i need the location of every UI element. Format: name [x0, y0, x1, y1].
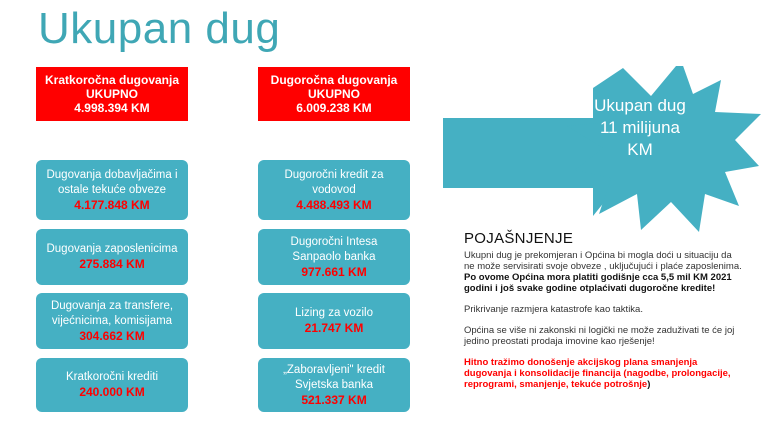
- long-term-item: [258, 160, 410, 220]
- item-label: Kratkoročni krediti: [65, 371, 159, 383]
- explanation-paragraph: Prikrivanje razmjera katastrofe kao taktika.: [464, 304, 643, 315]
- long-term-total-box: [258, 67, 410, 121]
- explanation-text: Ukupni dug je prekomjeran i Općina bi mogla doći u situaciju da ne može servisirati svoje obveze , uključujući i plaće zaposlenima.: [464, 250, 742, 272]
- item-amount: 240.000 KM: [79, 385, 145, 399]
- page-title: Ukupan dug: [38, 4, 281, 53]
- explanation-paragraph: Općina se više ni zakonski ni logički ne može zaduživati te će joj jedino preostati prodaja imovine kao rješenje!: [464, 325, 735, 347]
- item-label: vijećnicima, komisijama: [51, 314, 173, 327]
- item-label: vodovod: [312, 183, 356, 196]
- long-term-item: [258, 229, 410, 285]
- short-term-item: [36, 160, 188, 220]
- item-label: Svjetska banka: [295, 378, 373, 391]
- item-label: Dugovanja za transfere,: [50, 299, 174, 312]
- item-amount: 304.662 KM: [79, 328, 145, 343]
- item-amount: 521.337 KM: [301, 392, 367, 407]
- item-label: Lizing za vozilo: [295, 307, 373, 319]
- long-term-total-amount: 6.009.238 KM: [296, 101, 372, 115]
- item-amount: 4.177.848 KM: [74, 197, 150, 212]
- item-amount: 4.488.493 KM: [296, 197, 372, 212]
- long-term-item: [258, 358, 410, 412]
- short-term-total-sublabel: UKUPNO: [85, 87, 138, 101]
- total-debt-star-label: [580, 95, 700, 161]
- star-line: KM: [627, 140, 653, 159]
- long-term-total-sublabel: UKUPNO: [307, 87, 360, 101]
- explanation-red-text: Hitno tražimo donošenje akcijskog plana smanjenja dugovanja i konsolidacije financija (nagodbe, prolongacije, reprogrami, smanjenje, tekuće potrošnje: [464, 357, 731, 390]
- short-term-total-amount: 4.998.394 KM: [74, 101, 150, 115]
- explanation-paragraph: [464, 250, 742, 294]
- short-term-item: [36, 293, 188, 349]
- long-term-item: [258, 293, 410, 349]
- short-term-item: [36, 229, 188, 285]
- explanation-paragraph: [464, 357, 742, 390]
- item-label: Dugovanja dobavljačima i: [46, 168, 178, 181]
- long-term-total-label: Dugoročna dugovanja: [270, 73, 398, 87]
- explanation-heading: POJAŠNJENJE: [464, 230, 574, 247]
- short-term-total-label: Kratkoročna dugovanja: [44, 73, 180, 87]
- star-line: Ukupan dug: [594, 96, 686, 115]
- explanation-bold-text: Po ovome Općina mora platiti godišnje cca 5,5 mil KM 2021 godini i još svake godine otplaćivati dugoročne kredite!: [464, 272, 732, 294]
- short-term-item: [36, 358, 188, 412]
- short-term-total-box: [36, 67, 188, 121]
- item-label: Sanpaolo banka: [292, 250, 376, 263]
- explanation-tail: ): [647, 379, 651, 390]
- item-amount: 977.661 KM: [301, 264, 367, 279]
- star-line: 11 milijuna: [599, 118, 680, 137]
- item-label: ostale tekuće obveze: [57, 183, 167, 196]
- item-amount: 275.884 KM: [79, 257, 145, 271]
- item-label: Dugoročni Intesa: [290, 235, 378, 248]
- item-label: „Zaboravljeni" kredit: [283, 363, 385, 376]
- item-label: Dugoročni kredit za: [284, 168, 384, 181]
- explanation-section: [464, 230, 742, 400]
- item-amount: 21.747 KM: [304, 321, 364, 335]
- item-label: Dugovanja zaposlenicima: [46, 243, 178, 255]
